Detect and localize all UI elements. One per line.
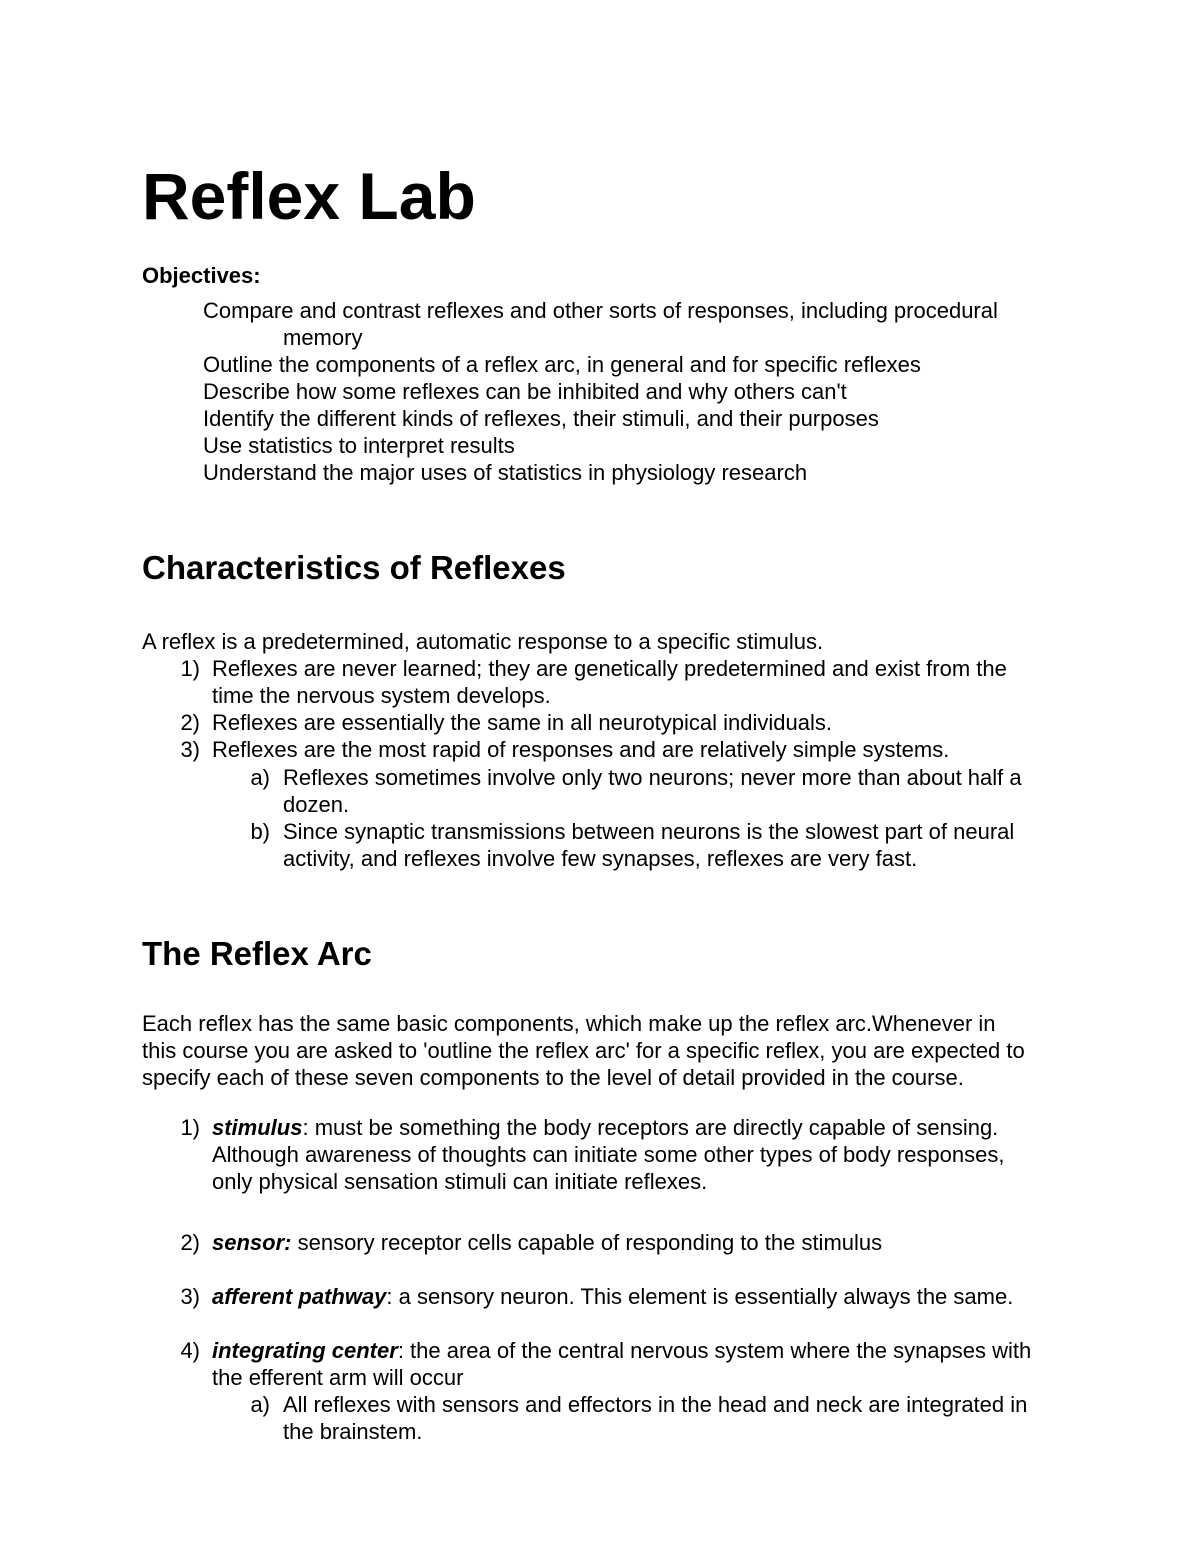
characteristics-intro: A reflex is a predetermined, automatic response to a specific stimulus. xyxy=(142,629,824,654)
document-title: Reflex Lab xyxy=(142,159,476,233)
list-marker: 1) xyxy=(180,1115,200,1140)
sub-list-marker: a) xyxy=(250,765,270,790)
component-item-sensor xyxy=(212,1229,882,1256)
objective-item: Use statistics to interpret results xyxy=(203,433,515,458)
component-term: stimulus xyxy=(212,1115,303,1140)
sub-list-item-text: dozen. xyxy=(283,792,350,817)
section-heading-characteristics: Characteristics of Reflexes xyxy=(142,549,566,586)
list-item-text: Reflexes are never learned; they are genetically predetermined and exist from the xyxy=(212,656,1007,681)
component-term: integrating center xyxy=(212,1338,398,1363)
sub-list-item-text: All reflexes with sensors and effectors in the head and neck are integrated in xyxy=(283,1392,1028,1417)
component-item-integrating-center xyxy=(212,1337,1031,1364)
component-item-afferent-pathway xyxy=(212,1283,1013,1310)
objective-item: Identify the different kinds of reflexes, their stimuli, and their purposes xyxy=(203,406,879,431)
list-item-text: Reflexes are essentially the same in all neurotypical individuals. xyxy=(212,710,832,735)
component-description-line: Although awareness of thoughts can initiate some other types of body responses, xyxy=(212,1142,1005,1167)
list-item-text: Reflexes are the most rapid of responses and are relatively simple systems. xyxy=(212,737,950,762)
sub-list-item-text: activity, and reflexes involve few synapses, reflexes are very fast. xyxy=(283,846,918,871)
objective-item: Understand the major uses of statistics in physiology research xyxy=(203,460,808,485)
objectives-heading: Objectives: xyxy=(142,263,261,288)
sub-list-item-text: Since synaptic transmissions between neurons is the slowest part of neural xyxy=(283,819,1015,844)
list-marker: 1) xyxy=(180,656,200,681)
component-description-line: the efferent arm will occur xyxy=(212,1365,464,1390)
list-marker: 2) xyxy=(180,1230,200,1255)
sub-list-marker: b) xyxy=(250,819,270,844)
objective-item: Compare and contrast reflexes and other sorts of responses, including procedural xyxy=(203,298,998,323)
objective-item: Describe how some reflexes can be inhibited and why others can't xyxy=(203,379,847,404)
reflex-arc-intro-line: Each reflex has the same basic components, which make up the reflex arc.Whenever in xyxy=(142,1011,996,1036)
component-item-stimulus xyxy=(212,1114,998,1141)
component-term: afferent pathway xyxy=(212,1284,387,1309)
sub-list-item-text: the brainstem. xyxy=(283,1419,423,1444)
component-description: : a sensory neuron. This element is essentially always the same. xyxy=(386,1284,1014,1309)
component-description: sensory receptor cells capable of responding to the stimulus xyxy=(291,1230,883,1255)
objective-item: Outline the components of a reflex arc, in general and for specific reflexes xyxy=(203,352,921,377)
list-item-text: time the nervous system develops. xyxy=(212,683,551,708)
list-marker: 2) xyxy=(180,710,200,735)
reflex-arc-intro-line: specify each of these seven components to the level of detail provided in the course. xyxy=(142,1065,964,1090)
section-heading-reflex-arc: The Reflex Arc xyxy=(142,935,372,972)
component-description: : must be something the body receptors are directly capable of sensing. xyxy=(302,1115,999,1140)
objective-item-continuation: memory xyxy=(283,325,363,350)
list-marker: 3) xyxy=(180,737,200,762)
list-marker: 3) xyxy=(180,1284,200,1309)
sub-list-item-text: Reflexes sometimes involve only two neurons; never more than about half a xyxy=(283,765,1022,790)
sub-list-marker: a) xyxy=(250,1392,270,1417)
component-description-line: only physical sensation stimuli can initiate reflexes. xyxy=(212,1169,708,1194)
component-term: sensor: xyxy=(212,1230,292,1255)
component-description: : the area of the central nervous system where the synapses with xyxy=(397,1338,1032,1363)
list-marker: 4) xyxy=(180,1338,200,1363)
reflex-arc-intro-line: this course you are asked to 'outline the reflex arc' for a specific reflex, you are expected to xyxy=(142,1038,1025,1063)
